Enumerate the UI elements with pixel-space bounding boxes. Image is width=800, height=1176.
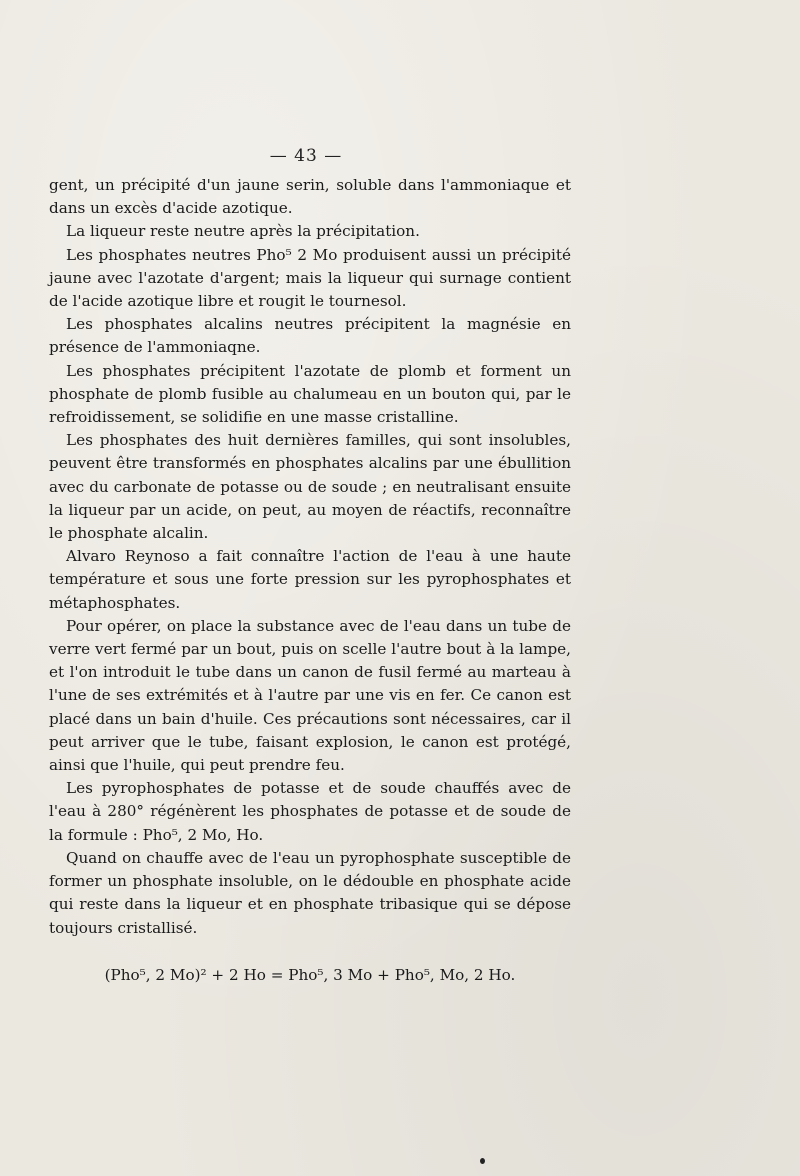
paragraph: Les phosphates précipitent l'azotate de plomb et forment un phosphate de plomb fusible au chalumeau en un bouton qui, par le refroidissement, se solidifie en une masse cristalline. (49, 361, 571, 427)
paragraph: Les pyrophosphates de potasse et de soude chauffés avec de l'eau à 280° régénèrent les phosphates de potasse et de soude de la formule : Pho⁵, 2 Mo, Ho. (49, 779, 571, 844)
paragraph: gent, un précipité d'un jaune serin, soluble dans l'ammoniaque et dans un excès d'acide azotique. (49, 176, 571, 218)
paragraph: Les phosphates alcalins neutres précipitent la magnésie en présence de l'ammoniaqne. (49, 315, 571, 357)
body-text (49, 174, 571, 940)
page-number: — 43 — (269, 146, 343, 166)
paragraph: Pour opérer, on place la substance avec de l'eau dans un tube de verre vert fermé par un bout, puis on scelle l'autre bout à la lampe, et l'on introduit le tube dans un canon de fusil fermé au marteau à l'une de ses extrémités et à l'autre par une vis en fer. Ce canon est placé dans un bain d'huile. Ces précautions sont nécessaires, car il peut arriver que le tube, faisant explosion, le canon est protégé, ainsi que l'huile, qui peut prendre feu. (49, 616, 571, 775)
chemical-formula: (Pho⁵, 2 Mo)² + 2 Ho = Pho⁵, 3 Mo + Pho⁵, Mo, 2 Ho. (104, 966, 516, 984)
paragraph: Les phosphates neutres Pho⁵ 2 Mo produisent aussi un précipité jaune avec l'azotate d'argent; mais la liqueur qui surnage contient de l'acide azotique libre et rougit le tournesol. (49, 245, 571, 311)
paragraph: Alvaro Reynoso a fait connaître l'action de l'eau à une haute température et sous une forte pression sur les pyrophosphates et métaphosphates. (49, 547, 571, 612)
paragraph: Les phosphates des huit dernières familles, qui sont insolubles, peuvent être transformés en phosphates alcalins par une ébullition avec du carbonate de potasse ou de soude ; en neutralisant ensuite la liqueur par un acide, on peut, au moyen de réactifs, reconnaître le phosphate alcalin. (49, 431, 571, 543)
ink-speck (480, 1158, 485, 1164)
paragraph: Quand on chauffe avec de l'eau un pyrophosphate susceptible de former un phosphate insoluble, on le dédouble en phosphate acide qui reste dans la liqueur et en phosphate tribasique qui se dépose toujours cristallisé. (49, 848, 571, 937)
paragraph: La liqueur reste neutre après la précipitation. (66, 222, 420, 241)
